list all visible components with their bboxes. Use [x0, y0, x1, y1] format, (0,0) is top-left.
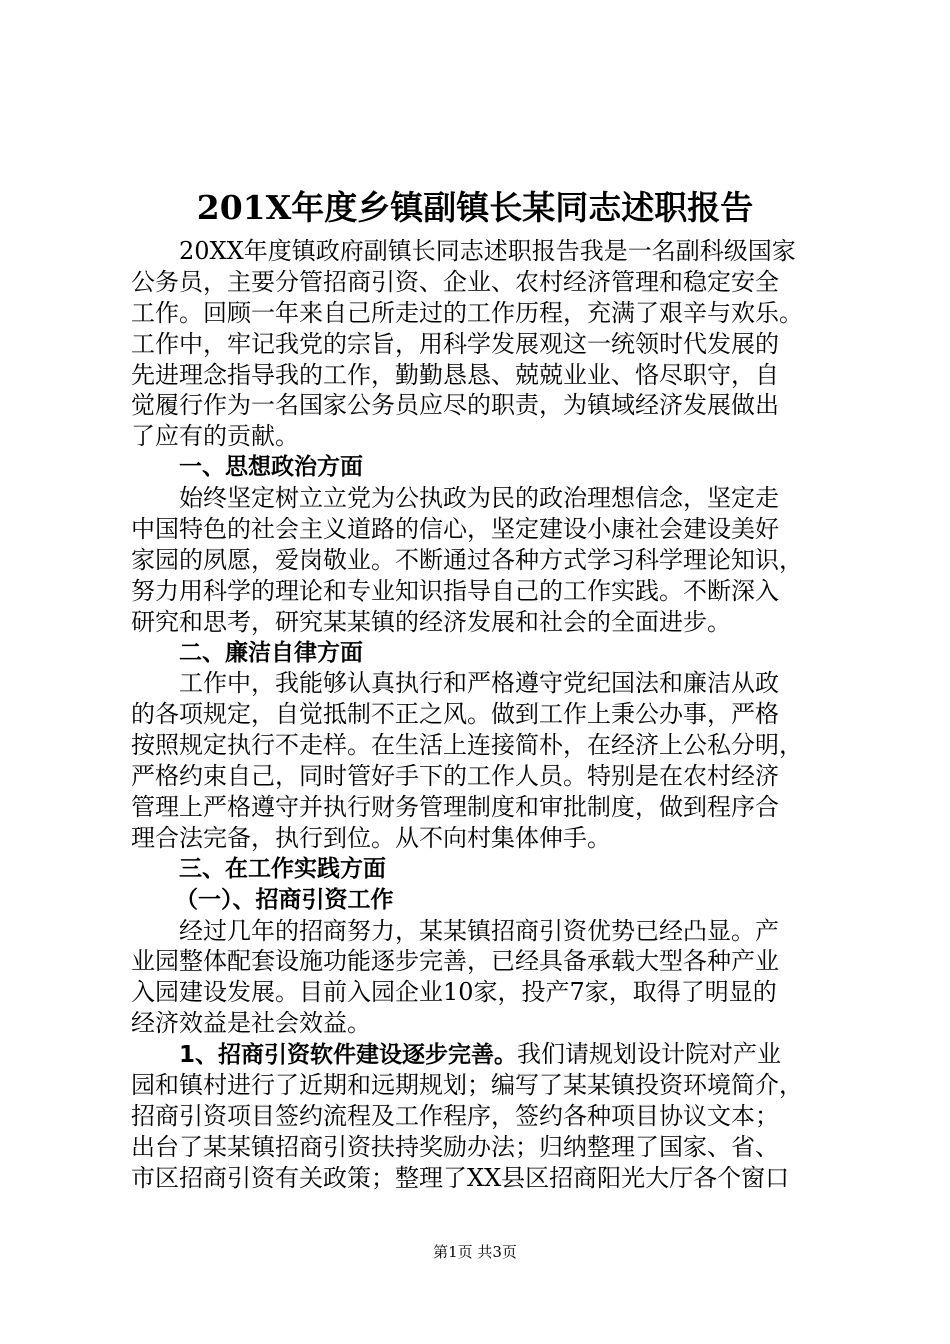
- paragraph-line: 觉履行作为一名国家公务员应尽的职责，为镇域经济发展做出: [131, 391, 779, 420]
- page-indicator: 第1页 共3页: [433, 1243, 517, 1261]
- paragraph-line: 经过几年的招商努力，某某镇招商引资优势已经凸显。产: [179, 916, 779, 945]
- paragraph-line: 工作中，牢记我党的宗旨，用科学发展观这一统领时代发展的: [131, 329, 779, 358]
- paragraph-line: 严格约束自己，同时管好手下的工作人员。特别是在农村经济: [131, 762, 779, 791]
- paragraph-line: 研究和思考，研究某某镇的经济发展和社会的全面进步。: [131, 607, 731, 636]
- paragraph-line: 努力用科学的理论和专业知识指导自己的工作实践。不断深入: [131, 576, 779, 605]
- paragraph-line: 公务员，主要分管招商引资、企业、农村经济管理和稳定安全: [131, 267, 779, 296]
- item-lead-heading: 1、招商引资软件建设逐步完善。: [179, 1042, 518, 1069]
- paragraph-line: 中国特色的社会主义道路的信心，坚定建设小康社会建设美好: [131, 515, 779, 544]
- item-lead-text: 我们请规划设计院对产业: [517, 1040, 782, 1069]
- paragraph-line: 市区招商引资有关政策；整理了XX县区招商阳光大厅各个窗口: [131, 1163, 790, 1192]
- subsection-heading: （一）、招商引资工作: [175, 886, 394, 913]
- paragraph-line: 工作。回顾一年来自己所走过的工作历程，充满了艰辛与欢乐。: [131, 298, 803, 327]
- paragraph-line: [131, 1039, 831, 1070]
- paragraph-line: 管理上严格遵守并执行财务管理制度和审批制度，做到程序合: [131, 793, 779, 822]
- paragraph-line: 入园建设发展。目前入园企业10家，投产7家，取得了明显的: [131, 978, 777, 1007]
- section-heading: 三、在工作实践方面: [179, 855, 386, 882]
- paragraph-line: 家园的夙愿，爱岗敬业。不断通过各种方式学习科学理论知识，: [131, 545, 803, 574]
- paragraph-line: 园和镇村进行了近期和远期规划；编写了某某镇投资环境简介，: [131, 1071, 803, 1100]
- section-heading: 二、廉洁自律方面: [179, 639, 363, 666]
- section-heading: 一、思想政治方面: [179, 454, 363, 481]
- paragraph-line: 的各项规定，自觉抵制不正之风。做到工作上秉公办事，严格: [131, 700, 779, 729]
- paragraph-line: 经济效益是社会效益。: [131, 1009, 371, 1038]
- paragraph-line: 出台了某某镇招商引资扶持奖励办法；归纳整理了国家、省、: [131, 1132, 779, 1161]
- paragraph-line: 了应有的贡献。: [131, 422, 299, 451]
- document-body: [131, 236, 831, 1194]
- paragraph-line: 始终坚定树立立党为公执政为民的政治理想信念，坚定走: [179, 484, 779, 513]
- document-title: 201X年度乡镇副镇长某同志述职报告: [196, 188, 754, 227]
- paragraph-line: 先进理念指导我的工作，勤勤恳恳、兢兢业业、恪尽职守，自: [131, 360, 779, 389]
- paragraph-line: 20XX年度镇政府副镇长同志述职报告我是一名副科级国家: [179, 237, 796, 265]
- paragraph-line: 招商引资项目签约流程及工作程序，签约各种项目协议文本；: [131, 1101, 779, 1130]
- paragraph-line: 按照规定执行不走样。在生活上连接简朴，在经济上公私分明，: [131, 731, 803, 760]
- paragraph-line: 业园整体配套设施功能逐步完善，已经具备承载大型各种产业: [131, 947, 779, 976]
- paragraph-line: 理合法完备，执行到位。从不向村集体伸手。: [131, 823, 611, 852]
- paragraph-line: 工作中，我能够认真执行和严格遵守党纪国法和廉洁从政: [179, 669, 779, 698]
